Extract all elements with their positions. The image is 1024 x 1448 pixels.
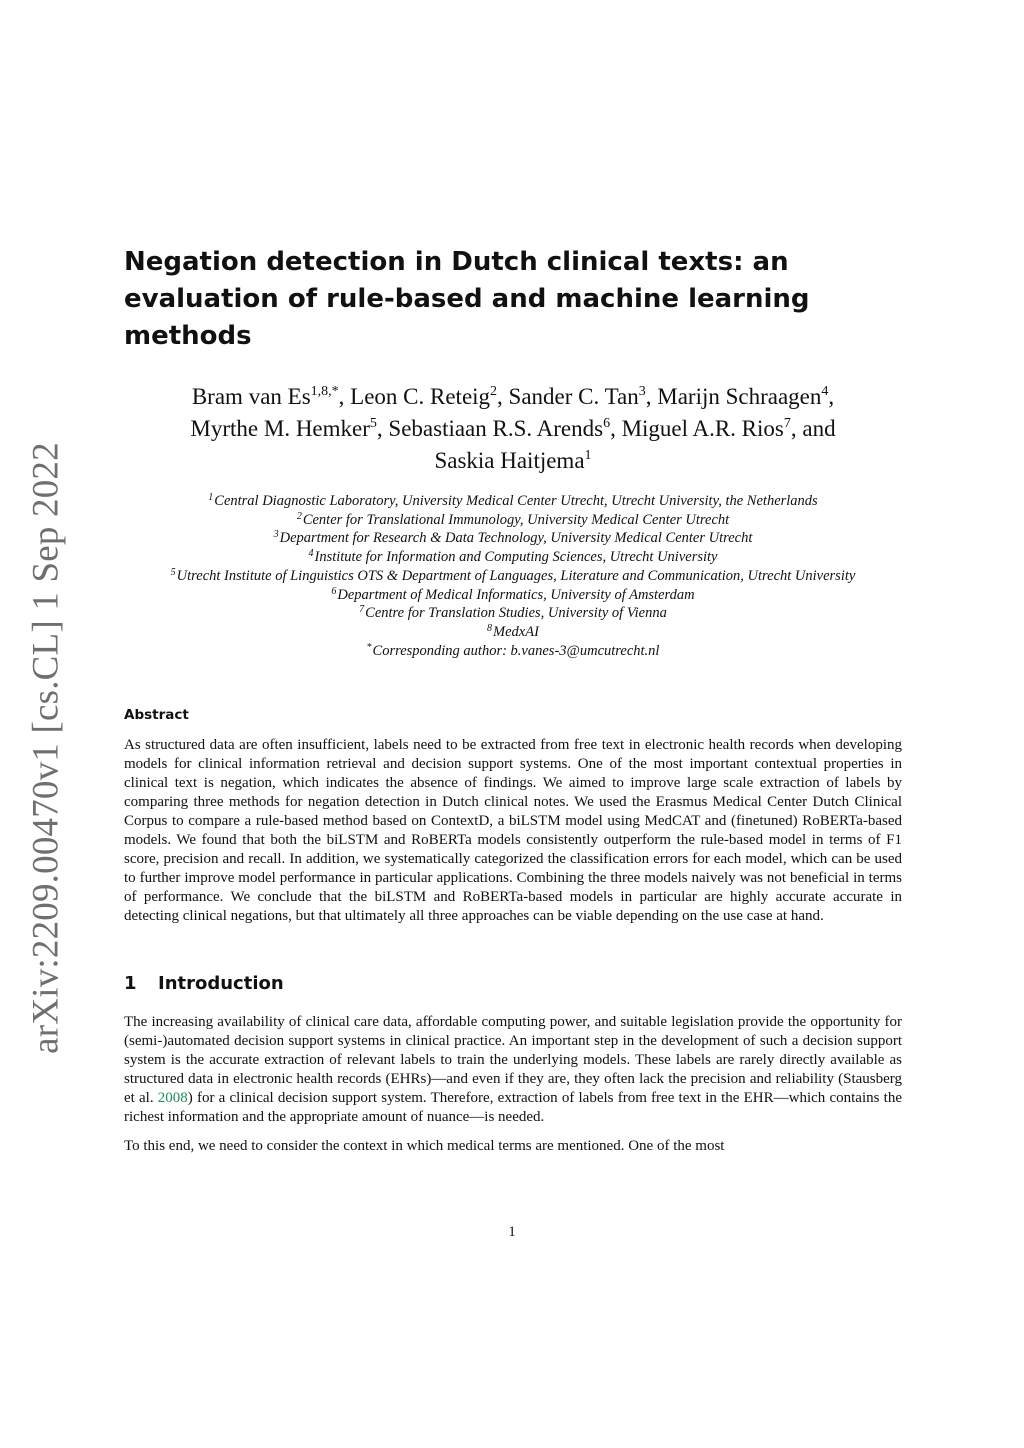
paper-title: Negation detection in Dutch clinical texts: an evaluation of rule-based and machine learning methods — [124, 247, 810, 351]
affiliation-list — [124, 492, 902, 660]
affiliation: $^8$MedxAI — [487, 622, 539, 640]
affiliation: $^7$Centre for Translation Studies, University of Vienna — [359, 604, 667, 622]
citation-link[interactable]: 2008 — [157, 1090, 188, 1107]
introduction-paragraph: To this end, we need to consider the context in which medical terms are mentioned. One of the most — [124, 1138, 725, 1155]
author: Marijn Schraagen$^4$, — [657, 384, 835, 409]
author-list — [124, 381, 902, 477]
arxiv-identifier: arXiv:2209.00470v1 [cs.CL] 1 Sep 2022 — [25, 442, 67, 1054]
affiliation: $^4$Institute for Information and Computing Sciences, Utrecht University — [308, 548, 718, 566]
affiliation: $^2$Center for Translational Immunology, University Medical Center Utrecht — [296, 510, 730, 528]
abstract-text: As structured data are often insufficient, labels need to be extracted from free text in electronic health records when developing models for clinical information retrieval and decision support systems. One of the most important contextual properties in clinical text is negation, which indicates the absence of findings. We aimed to improve large scale extraction of labels by comparing three methods for negation detection in Dutch clinical notes. We used the Erasmus Medical Center Dutch Clinical Corpus to compare a rule-based method based on ContextD, a biLSTM model using MedCAT and (finetuned) RoBERTa-based models. We found that both the biLSTM and RoBERTa models consistently outperform the rule-based model in terms of F1 score, precision and recall. In addition, we systematically categorized the classification errors for each model, which can be used to further improve model performance in particular applications. Combining the three models naively was not beneficial in terms of performance. We conclude that the biLSTM and RoBERTa-based models in particular are highly accurate accurate in detecting clinical negations, but that ultimately all three approaches can be viable depending on the use case at hand. — [124, 737, 902, 925]
section-number: 1 — [124, 973, 137, 995]
abstract-heading: Abstract — [124, 707, 189, 724]
introduction-heading — [124, 972, 902, 996]
author: Bram van $Es^{1,8,*}$, — [191, 384, 351, 409]
page-number: 1 — [508, 1224, 516, 1240]
author: Sebastiaan R.S. Arends$^6$, — [388, 416, 622, 441]
affiliation: $^3$Department for Research & Data Technology, University Medical Center Utrecht — [273, 529, 753, 547]
paper-page — [124, 244, 902, 1156]
section-title: Introduction — [158, 973, 284, 995]
affiliation: $^5$Utrecht Institute of Linguistics OTS & Department of Languages, Literature and Communication, Utrecht University — [170, 566, 856, 584]
author: Myrthe M. Hemker$^5$, — [190, 416, 389, 441]
author: Leon C. Reteig$^2$, — [350, 384, 509, 409]
affiliation: $^1$Central Diagnostic Laboratory, University Medical Center Utrecht, Utrecht University, the Netherlands — [208, 492, 818, 509]
author: Miguel A.R. Rios$^7$, and — [621, 416, 836, 441]
affiliation: $^6$Department of Medical Informatics, University of Amsterdam — [331, 585, 695, 603]
author: Saskia Haitjema$^1$ — [434, 448, 592, 473]
affiliation: *Corresponding author: b.vanes-3@umcutrecht.nl — [366, 641, 660, 659]
author: Sander C. Tan$^3$, — [508, 384, 658, 409]
introduction-paragraph: The increasing availability of clinical care data, affordable computing power, and suitable legislation provide the opportunity for (semi-)automated decision support systems in clinical practice. An important step in the development of such a decision support system is the accurate extraction of relevant labels to train the underlying models. These labels are rarely directly available as structured data in electronic health records (EHRs)—and even if they are, they often lack the precision and reliability (Stausberg et al. 2008) for a clinical decision support system. Therefore, extraction of labels from free text in the EHR—which contains the richest information and the appropriate amount of nuance—is needed. — [124, 1014, 902, 1126]
